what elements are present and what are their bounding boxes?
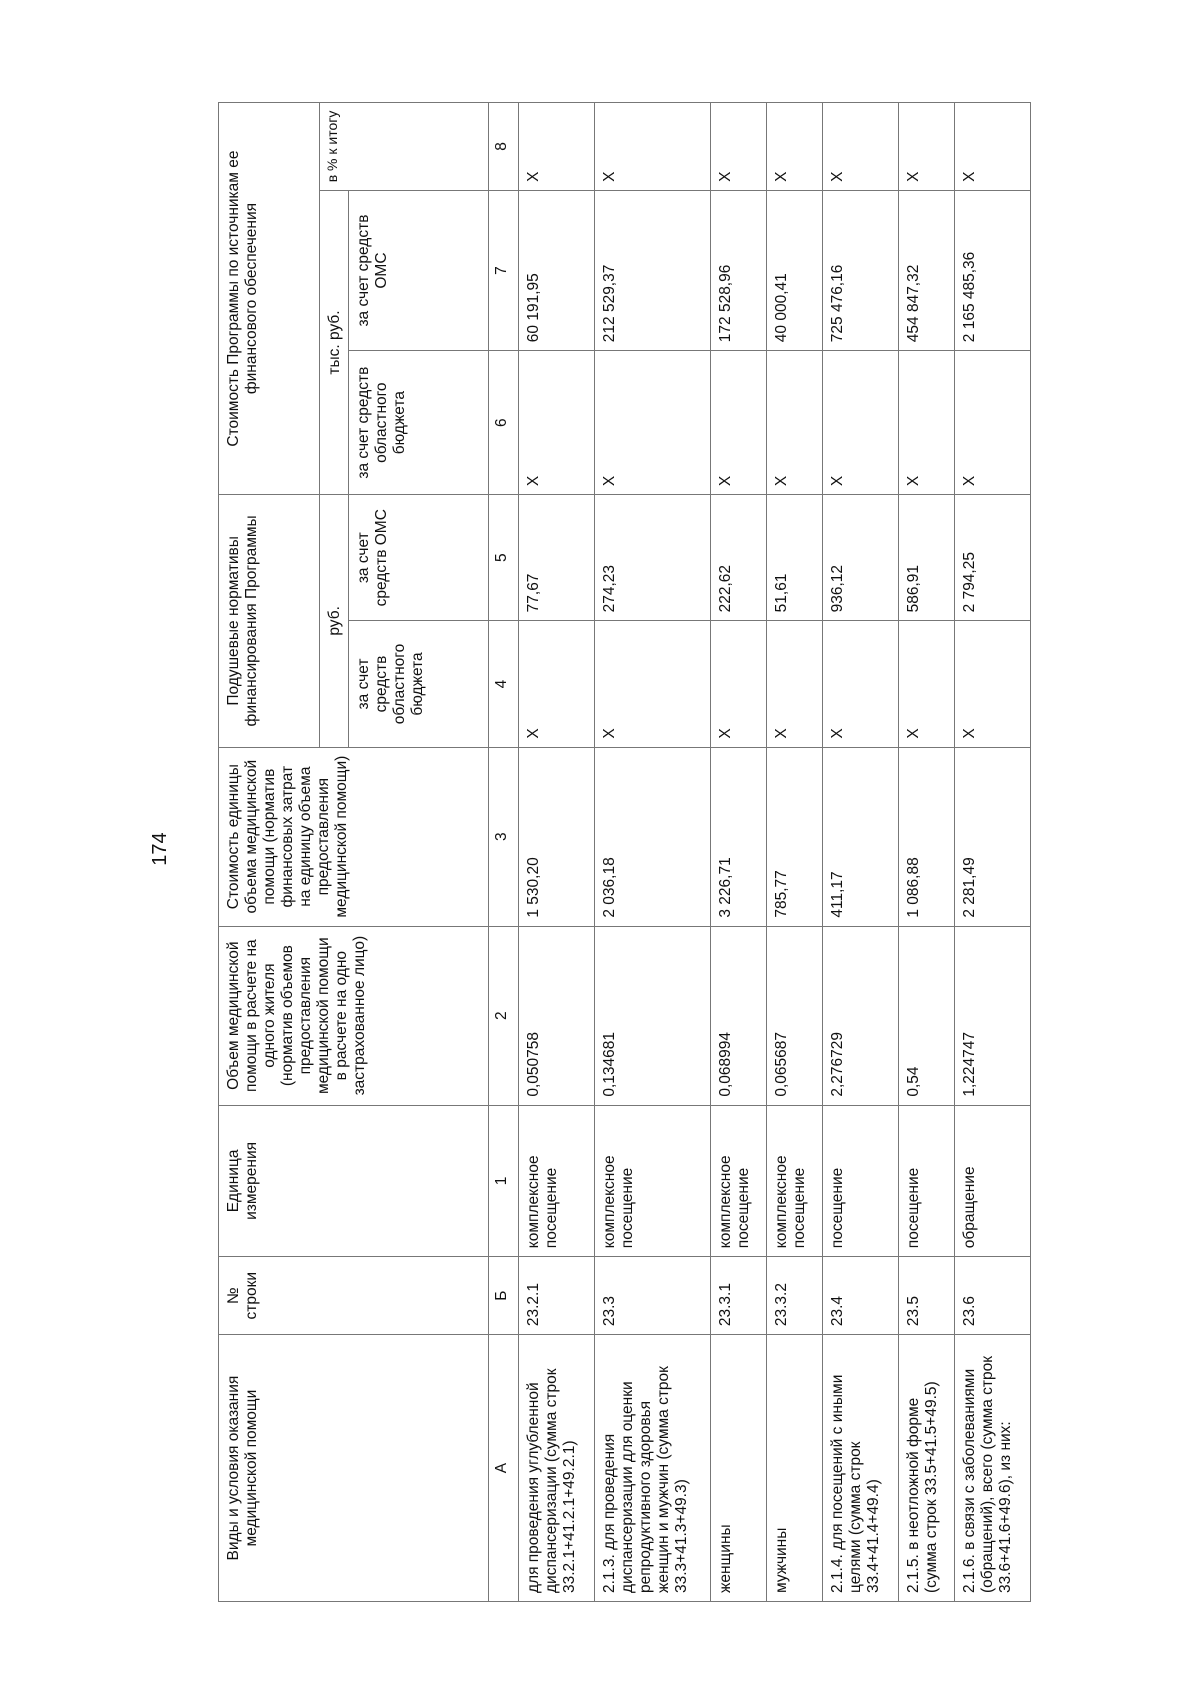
table-row <box>766 103 822 1602</box>
financing-table <box>218 102 1031 1602</box>
header-col-8: в % к итогу <box>320 103 489 191</box>
header-unit-rub: руб. <box>320 495 349 748</box>
row-unit: комплексное посещение <box>594 1105 710 1257</box>
header-col-7: за счет средств ОМС <box>348 190 488 350</box>
row-unit: комплексное посещение <box>518 1105 594 1257</box>
row-cost-budget: Х <box>594 351 710 495</box>
row-pc-budget: Х <box>710 621 766 747</box>
row-unit-cost: 3 226,71 <box>710 747 766 926</box>
index-cell: 3 <box>488 747 518 926</box>
row-cost-oms: 172 528,96 <box>710 190 766 350</box>
index-cell: 8 <box>488 103 518 191</box>
index-cell: 4 <box>488 621 518 747</box>
row-volume: 0,134681 <box>594 926 710 1105</box>
row-unit-cost: 1 530,20 <box>518 747 594 926</box>
row-line: 23.5 <box>898 1257 954 1335</box>
header-col-5: за счет средств ОМС <box>348 495 488 621</box>
row-cost-oms: 454 847,32 <box>898 190 954 350</box>
row-pc-oms: 51,61 <box>766 495 822 621</box>
row-pc-budget: Х <box>518 621 594 747</box>
row-volume: 0,050758 <box>518 926 594 1105</box>
row-line: 23.2.1 <box>518 1257 594 1335</box>
index-cell: 7 <box>488 190 518 350</box>
row-percent: Х <box>766 103 822 191</box>
index-cell: 5 <box>488 495 518 621</box>
table-row <box>954 103 1030 1602</box>
row-name: 2.1.5. в неотложной форме (сумма строк 33.5+41.5+49.5) <box>898 1335 954 1602</box>
row-pc-budget: Х <box>766 621 822 747</box>
index-cell: 6 <box>488 351 518 495</box>
row-name: мужчины <box>766 1335 822 1602</box>
header-col-4: за счет средств областного бюджета <box>348 621 488 747</box>
row-percent: Х <box>898 103 954 191</box>
row-pc-budget: Х <box>898 621 954 747</box>
row-line: 23.4 <box>822 1257 898 1335</box>
table-row <box>594 103 710 1602</box>
header-col-b: № строки <box>219 1257 489 1335</box>
row-cost-budget: Х <box>710 351 766 495</box>
row-line: 23.6 <box>954 1257 1030 1335</box>
row-pc-oms: 274,23 <box>594 495 710 621</box>
header-col-3: Стоимость единицы объема медицинской помощи (норматив финансовых затрат на единицу объема предоставления медицинской помощи) <box>219 747 489 926</box>
row-unit-cost: 2 281,49 <box>954 747 1030 926</box>
page-number: 174 <box>149 832 171 866</box>
row-name: женщины <box>710 1335 766 1602</box>
row-line: 23.3 <box>594 1257 710 1335</box>
row-unit-cost: 2 036,18 <box>594 747 710 926</box>
row-cost-oms: 725 476,16 <box>822 190 898 350</box>
row-name: 2.1.3. для проведения диспансеризации для оценки репродуктивного здоровья женщин и мужчин (сумма строк 33.3+41.3+49.3) <box>594 1335 710 1602</box>
header-col-2: Объем медицинской помощи в расчете на одного жителя (норматив объемов предоставления медицинской помощи в расчете на одно застрахованное лицо) <box>219 926 489 1105</box>
row-cost-budget: Х <box>898 351 954 495</box>
row-cost-budget: Х <box>954 351 1030 495</box>
row-volume: 1,224747 <box>954 926 1030 1105</box>
table-row <box>822 103 898 1602</box>
row-volume: 2,276729 <box>822 926 898 1105</box>
row-cost-oms: 212 529,37 <box>594 190 710 350</box>
row-pc-budget: Х <box>594 621 710 747</box>
rotated-table-container <box>218 102 1127 1602</box>
row-unit: обращение <box>954 1105 1030 1257</box>
row-pc-budget: Х <box>822 621 898 747</box>
table-row <box>898 103 954 1602</box>
row-percent: Х <box>518 103 594 191</box>
row-unit: посещение <box>898 1105 954 1257</box>
row-cost-budget: Х <box>518 351 594 495</box>
row-volume: 0,068994 <box>710 926 766 1105</box>
row-unit-cost: 785,77 <box>766 747 822 926</box>
row-cost-budget: Х <box>822 351 898 495</box>
row-unit: комплексное посещение <box>710 1105 766 1257</box>
row-volume: 0,065687 <box>766 926 822 1105</box>
row-volume: 0,54 <box>898 926 954 1105</box>
index-cell: А <box>488 1335 518 1602</box>
row-line: 23.3.2 <box>766 1257 822 1335</box>
row-name: для проведения углубленной диспансеризации (сумма строк 33.2.1+41.2.1+49.2.1) <box>518 1335 594 1602</box>
row-cost-oms: 40 000,41 <box>766 190 822 350</box>
header-group-per-capita: Подушевые нормативы финансирования Программы <box>219 495 320 748</box>
index-cell: 1 <box>488 1105 518 1257</box>
row-pc-oms: 77,67 <box>518 495 594 621</box>
row-unit-cost: 411,17 <box>822 747 898 926</box>
row-unit: комплексное посещение <box>766 1105 822 1257</box>
row-name: 2.1.6. в связи с заболеваниями (обращений), всего (сумма строк 33.6+41.6+49.6), из них: <box>954 1335 1030 1602</box>
row-percent: Х <box>954 103 1030 191</box>
header-row-1 <box>219 103 320 1602</box>
row-unit-cost: 1 086,88 <box>898 747 954 926</box>
header-group-cost: Стоимость Программы по источникам ее финансового обеспечения <box>219 103 320 495</box>
row-unit: посещение <box>822 1105 898 1257</box>
row-pc-oms: 222,62 <box>710 495 766 621</box>
row-line: 23.3.1 <box>710 1257 766 1335</box>
row-pc-oms: 586,91 <box>898 495 954 621</box>
row-pc-oms: 2 794,25 <box>954 495 1030 621</box>
header-col-1: Единица измерения <box>219 1105 489 1257</box>
row-cost-oms: 60 191,95 <box>518 190 594 350</box>
table-row <box>518 103 594 1602</box>
row-percent: Х <box>822 103 898 191</box>
header-unit-thousand-rub: тыс. руб. <box>320 190 349 494</box>
header-col-6: за счет средств областного бюджета <box>348 351 488 495</box>
row-percent: Х <box>710 103 766 191</box>
index-cell: Б <box>488 1257 518 1335</box>
row-cost-oms: 2 165 485,36 <box>954 190 1030 350</box>
row-name: 2.1.4. для посещений с иными целями (сумма строк 33.4+41.4+49.4) <box>822 1335 898 1602</box>
row-percent: Х <box>594 103 710 191</box>
table-row <box>710 103 766 1602</box>
index-row <box>488 103 518 1602</box>
header-col-a: Виды и условия оказания медицинской помощи <box>219 1335 489 1602</box>
row-pc-budget: Х <box>954 621 1030 747</box>
row-pc-oms: 936,12 <box>822 495 898 621</box>
index-cell: 2 <box>488 926 518 1105</box>
row-cost-budget: Х <box>766 351 822 495</box>
